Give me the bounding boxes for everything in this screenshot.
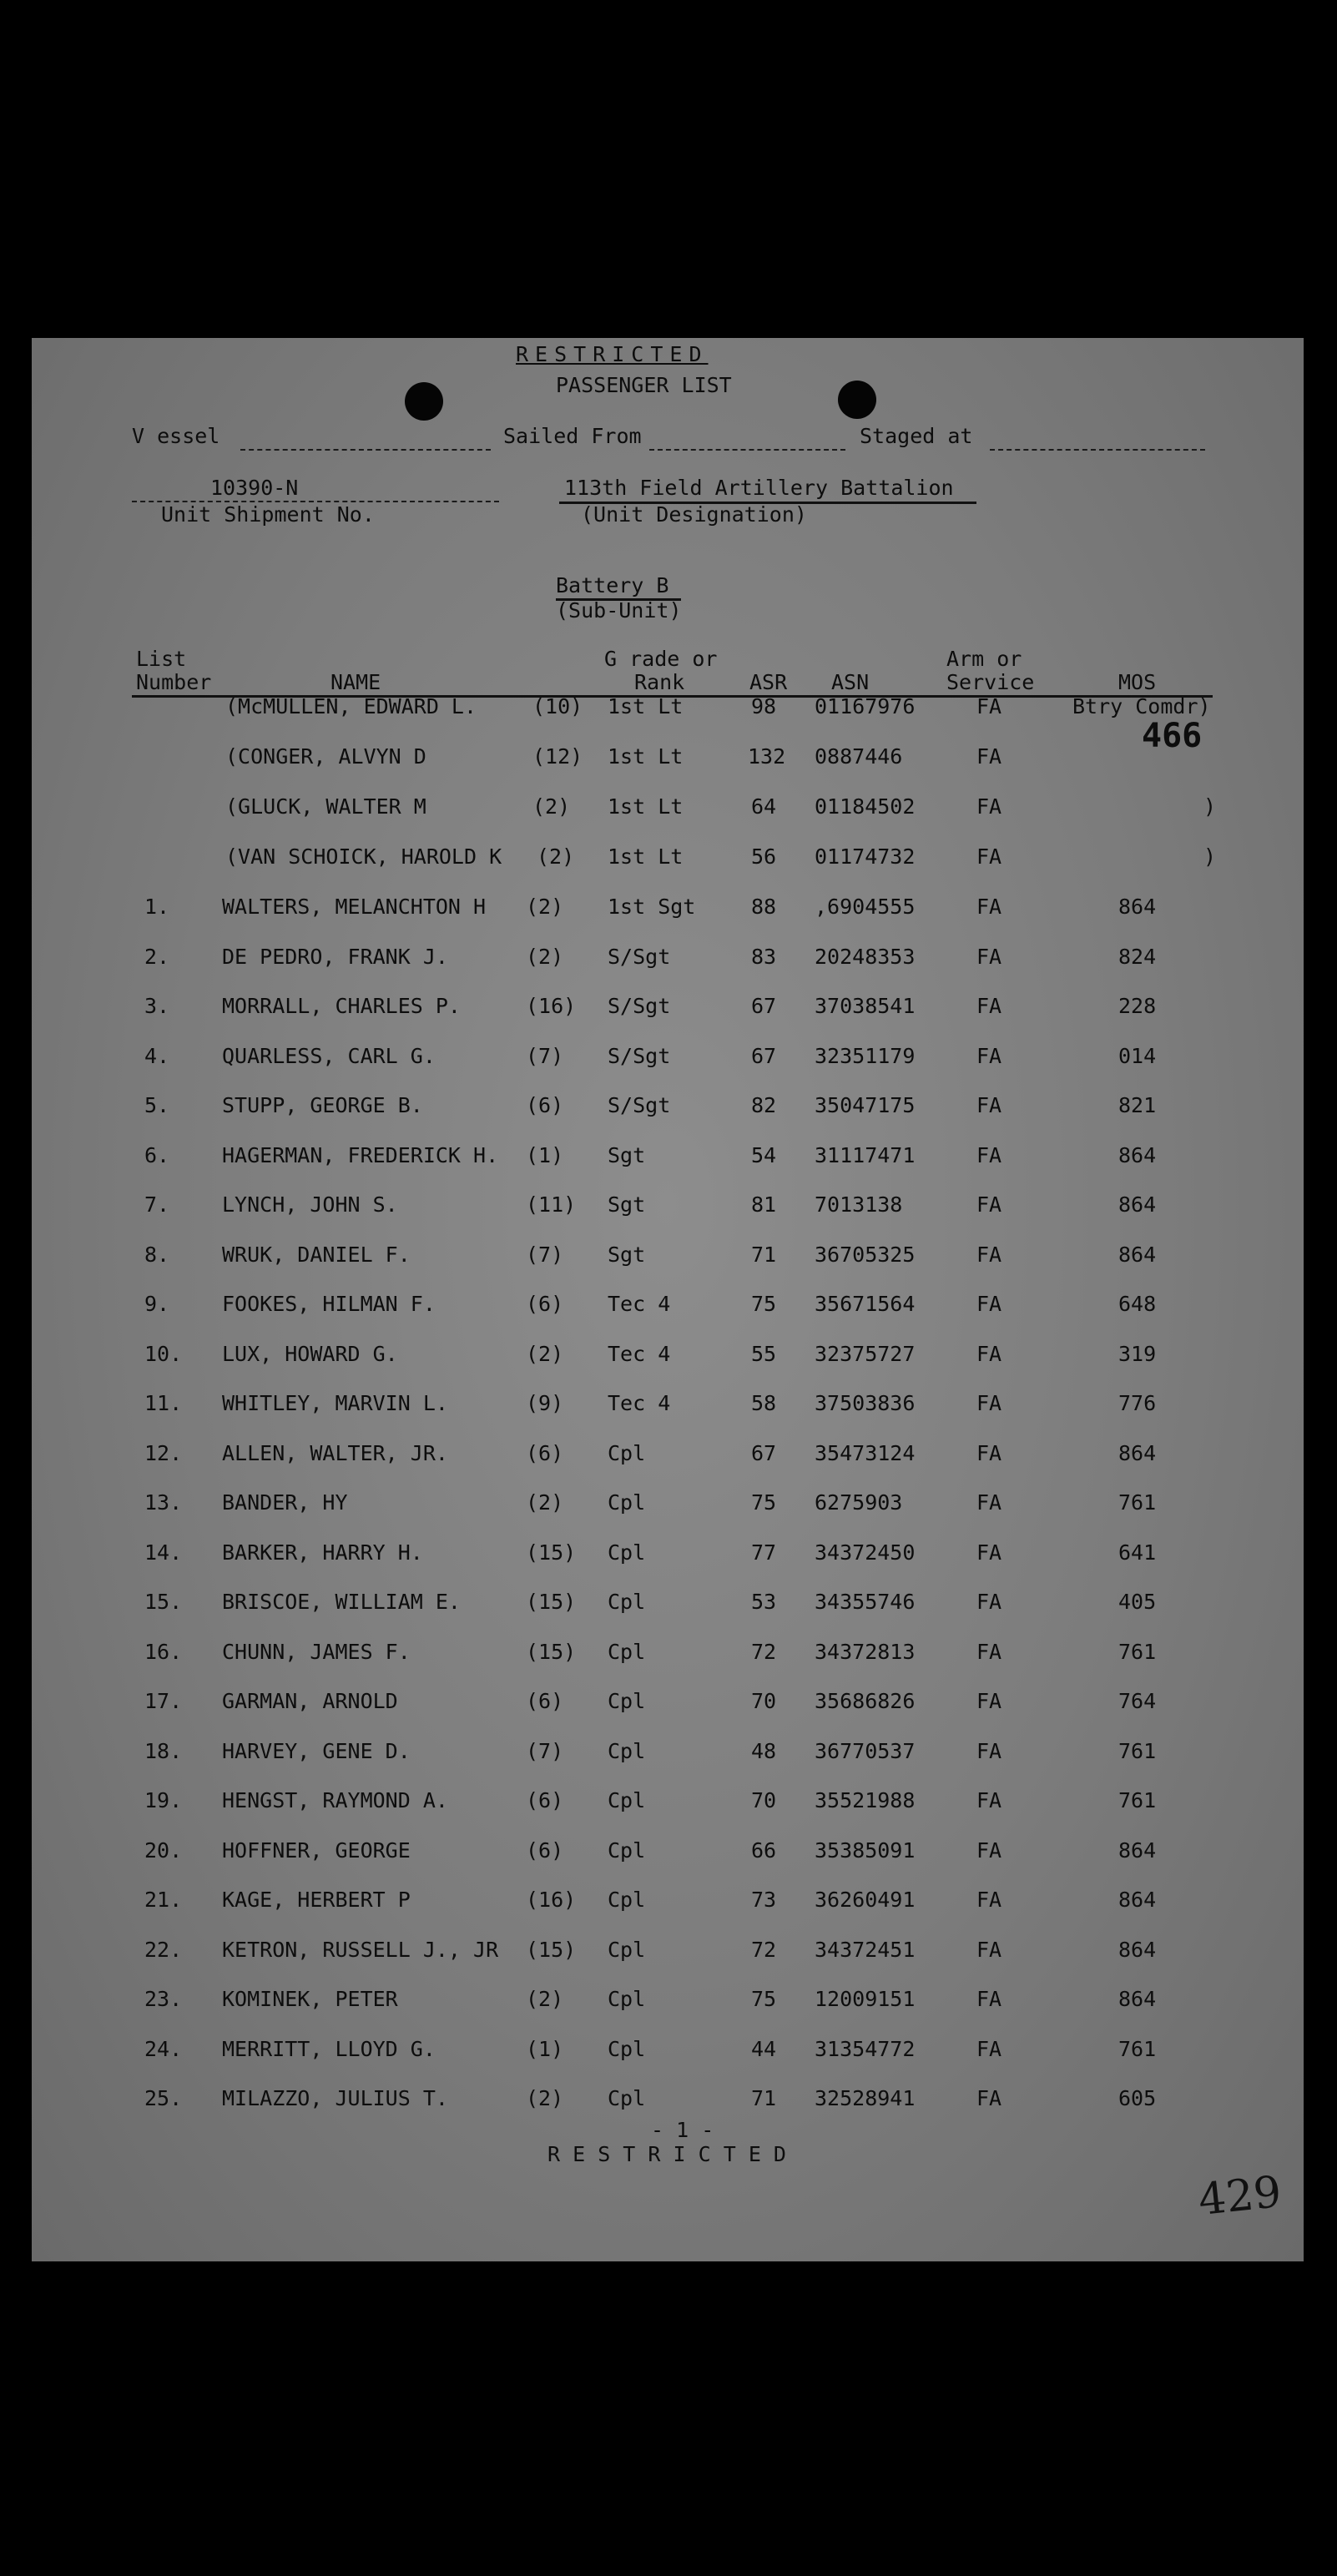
asn-number: 35047175	[815, 1093, 916, 1117]
arm-service: FA	[976, 1341, 1002, 1366]
asr-score: 75	[751, 1987, 777, 2011]
arm-service: FA	[976, 944, 1002, 969]
arm-service: FA	[976, 895, 1002, 919]
col-arm: Arm or	[946, 647, 1022, 671]
officer-asn: 01184502	[815, 794, 916, 819]
list-number: 20.	[144, 1837, 183, 1863]
asr-score: 82	[751, 1093, 777, 1117]
unit-designation: 113th Field Artillery Battalion	[564, 476, 954, 500]
mos-code: 864	[1118, 895, 1157, 919]
code-number: (15)	[526, 1937, 577, 1962]
passenger-name: MERRITT, LLOYD G.	[222, 2036, 436, 2061]
arm-service: FA	[976, 2086, 1002, 2110]
passenger-name: LYNCH, JOHN S.	[222, 1192, 398, 1217]
asr-score: 73	[751, 1888, 777, 1912]
officer-mos: Btry Comdr)	[1072, 694, 1211, 718]
passenger-name: STUPP, GEORGE B.	[222, 1093, 423, 1117]
officer-rank: 1st Lt	[608, 844, 684, 869]
mos-code: 864	[1118, 1440, 1157, 1465]
officer-code: (2)	[537, 844, 575, 869]
mos-code: 824	[1118, 944, 1157, 969]
col-mos: MOS	[1118, 670, 1157, 694]
passenger-name: KOMINEK, PETER	[222, 1987, 398, 2011]
grade-rank: Cpl	[608, 1837, 646, 1863]
list-number: 25.	[144, 2086, 183, 2110]
asn-number: 34372451	[815, 1937, 916, 1962]
passenger-name: DE PEDRO, FRANK J.	[222, 944, 448, 969]
asn-number: 7013138	[815, 1192, 903, 1217]
asr-score: 70	[751, 1689, 777, 1713]
arm-service: FA	[976, 1292, 1002, 1316]
officer-rank: 1st Lt	[608, 794, 684, 819]
passenger-name: FOOKES, HILMAN F.	[222, 1292, 436, 1316]
col-rank: Rank	[634, 670, 685, 694]
asr-score: 67	[751, 1043, 777, 1068]
subunit: Battery B	[556, 573, 669, 597]
grade-rank: Tec 4	[608, 1391, 671, 1415]
list-number: 2.	[144, 944, 170, 969]
arm-service: FA	[976, 1242, 1002, 1267]
asn-number: 35473124	[815, 1440, 916, 1465]
code-number: (2)	[526, 944, 564, 969]
page-number: - 1 -	[651, 2118, 714, 2142]
list-number: 17.	[144, 1689, 183, 1713]
grade-rank: Tec 4	[608, 1341, 671, 1366]
passenger-name: KAGE, HERBERT P	[222, 1888, 411, 1912]
officer-rank: 1st Lt	[608, 694, 684, 718]
classification-top: RESTRICTED	[516, 342, 709, 366]
classification-bottom: R E S T R I C T E D	[547, 2142, 786, 2166]
mos-code: 761	[1118, 1738, 1157, 1763]
asn-number: 20248353	[815, 944, 916, 969]
code-number: (2)	[526, 1341, 564, 1366]
mos-code: 864	[1118, 1987, 1157, 2011]
passenger-name: HARVEY, GENE D.	[222, 1738, 411, 1763]
code-number: (7)	[526, 1738, 564, 1763]
arm-service: FA	[976, 1391, 1002, 1415]
asn-number: 31117471	[815, 1142, 916, 1167]
col-service: Service	[946, 670, 1035, 694]
arm-service: FA	[976, 1689, 1002, 1713]
list-number: 14.	[144, 1540, 183, 1565]
asn-number: 37038541	[815, 994, 916, 1018]
asr-score: 77	[751, 1540, 777, 1565]
asn-number: 34372813	[815, 1639, 916, 1664]
vessel-blank	[240, 449, 491, 451]
arm-service: FA	[976, 2036, 1002, 2061]
mos-code: 821	[1118, 1093, 1157, 1117]
code-number: (6)	[526, 1292, 564, 1316]
officer-asn: 0887446	[815, 744, 903, 769]
col-asr: ASR	[749, 670, 788, 694]
list-number: 11.	[144, 1391, 183, 1415]
asr-score: 58	[751, 1391, 777, 1415]
officer-arm: FA	[976, 794, 1002, 819]
officer-arm: FA	[976, 694, 1002, 718]
asr-score: 72	[751, 1639, 777, 1664]
grade-rank: Cpl	[608, 1540, 646, 1565]
asn-number: 34372450	[815, 1540, 916, 1565]
code-number: (2)	[526, 2086, 564, 2110]
passenger-name: WRUK, DANIEL F.	[222, 1242, 411, 1267]
list-number: 4.	[144, 1043, 170, 1068]
code-number: (2)	[526, 1987, 564, 2011]
asr-score: 71	[751, 2086, 777, 2110]
list-number: 10.	[144, 1341, 183, 1366]
list-number: 5.	[144, 1093, 170, 1117]
asn-number: 34355746	[815, 1590, 916, 1614]
list-number: 23.	[144, 1987, 183, 2011]
code-number: (15)	[526, 1639, 577, 1664]
grade-rank: Cpl	[608, 2036, 646, 2061]
grade-rank: Cpl	[608, 1888, 646, 1912]
passenger-name: HOFFNER, GEORGE	[222, 1837, 411, 1863]
handwritten-number: 429	[1196, 2166, 1284, 2226]
arm-service: FA	[976, 1093, 1002, 1117]
officer-asn: 01167976	[815, 694, 916, 718]
code-number: (6)	[526, 1093, 564, 1117]
mos-code: 319	[1118, 1341, 1157, 1366]
col-asn: ASN	[831, 670, 870, 694]
passenger-name: LUX, HOWARD G.	[222, 1341, 398, 1366]
vessel-label: V essel	[132, 424, 220, 448]
passenger-name: BANDER, HY	[222, 1490, 348, 1515]
list-number: 3.	[144, 994, 170, 1018]
asr-score: 53	[751, 1590, 777, 1614]
code-number: (7)	[526, 1043, 564, 1068]
list-number: 12.	[144, 1440, 183, 1465]
list-number: 18.	[144, 1738, 183, 1763]
grade-rank: Sgt	[608, 1192, 646, 1217]
sailed-from-blank	[649, 449, 845, 451]
mos-code: 014	[1118, 1043, 1157, 1068]
passenger-name: MORRALL, CHARLES P.	[222, 994, 461, 1018]
officer-rank: 1st Lt	[608, 744, 684, 769]
asr-score: 44	[751, 2036, 777, 2061]
asr-score: 72	[751, 1937, 777, 1962]
code-number: (6)	[526, 1837, 564, 1863]
passenger-name: GARMAN, ARNOLD	[222, 1689, 398, 1713]
code-number: (6)	[526, 1788, 564, 1812]
officer-code: (10)	[532, 694, 583, 718]
arm-service: FA	[976, 1987, 1002, 2011]
grade-rank: S/Sgt	[608, 994, 671, 1018]
passenger-name: ALLEN, WALTER, JR.	[222, 1440, 448, 1465]
asn-number: 37503836	[815, 1391, 916, 1415]
asn-number: 36260491	[815, 1888, 916, 1912]
mos-code: 776	[1118, 1391, 1157, 1415]
grade-rank: Cpl	[608, 1738, 646, 1763]
mos-code: 864	[1118, 1242, 1157, 1267]
arm-service: FA	[976, 1540, 1002, 1565]
grade-rank: Cpl	[608, 1590, 646, 1614]
mos-code: 864	[1118, 1837, 1157, 1863]
passenger-name: HAGERMAN, FREDERICK H.	[222, 1142, 499, 1167]
list-number: 19.	[144, 1788, 183, 1812]
passenger-name: CHUNN, JAMES F.	[222, 1639, 411, 1664]
code-number: (2)	[526, 1490, 564, 1515]
officer-mos: )	[1203, 794, 1217, 819]
mos-code: 405	[1118, 1590, 1157, 1614]
grade-rank: Sgt	[608, 1142, 646, 1167]
mos-code: 864	[1118, 1888, 1157, 1912]
col-name: NAME	[330, 670, 381, 694]
arm-service: FA	[976, 1837, 1002, 1863]
list-number: 8.	[144, 1242, 170, 1267]
sailed-from-label: Sailed From	[503, 424, 642, 448]
grade-rank: Cpl	[608, 1788, 646, 1812]
arm-service: FA	[976, 1440, 1002, 1465]
list-number: 7.	[144, 1192, 170, 1217]
grade-rank: Cpl	[608, 1490, 646, 1515]
grade-rank: Cpl	[608, 1639, 646, 1664]
asr-score: 48	[751, 1738, 777, 1763]
grade-rank: Cpl	[608, 1987, 646, 2011]
punch-hole-right	[838, 381, 876, 419]
code-number: (6)	[526, 1440, 564, 1465]
arm-service: FA	[976, 1738, 1002, 1763]
arm-service: FA	[976, 1590, 1002, 1614]
asr-score: 54	[751, 1142, 777, 1167]
page-stamp: 466	[1142, 717, 1203, 755]
officer-asr: 132	[748, 744, 786, 769]
mos-code: 761	[1118, 2036, 1157, 2061]
grade-rank: Sgt	[608, 1242, 646, 1267]
grade-rank: Cpl	[608, 2086, 646, 2110]
passenger-name: WHITLEY, MARVIN L.	[222, 1391, 448, 1415]
grade-rank: Cpl	[608, 1440, 646, 1465]
passenger-name: BARKER, HARRY H.	[222, 1540, 423, 1565]
asn-number: 36770537	[815, 1738, 916, 1763]
arm-service: FA	[976, 1490, 1002, 1515]
asr-score: 67	[751, 1440, 777, 1465]
list-number: 22.	[144, 1937, 183, 1962]
grade-rank: Cpl	[608, 1689, 646, 1713]
list-number: 21.	[144, 1888, 183, 1912]
list-number: 15.	[144, 1590, 183, 1614]
arm-service: FA	[976, 994, 1002, 1018]
asr-score: 75	[751, 1292, 777, 1316]
code-number: (1)	[526, 2036, 564, 2061]
list-number: 6.	[144, 1142, 170, 1167]
mos-code: 764	[1118, 1689, 1157, 1713]
document-page	[32, 338, 1304, 2261]
grade-rank: 1st Sgt	[608, 895, 696, 919]
asn-number: 36705325	[815, 1242, 916, 1267]
arm-service: FA	[976, 1142, 1002, 1167]
code-number: (2)	[526, 895, 564, 919]
code-number: (15)	[526, 1540, 577, 1565]
asr-score: 81	[751, 1192, 777, 1217]
asr-score: 70	[751, 1788, 777, 1812]
asr-score: 66	[751, 1837, 777, 1863]
grade-rank: Cpl	[608, 1937, 646, 1962]
subunit-label: (Sub-Unit)	[556, 598, 682, 623]
staged-at-blank	[990, 449, 1205, 451]
code-number: (7)	[526, 1242, 564, 1267]
grade-rank: S/Sgt	[608, 1043, 671, 1068]
asr-score: 83	[751, 944, 777, 969]
asn-number: 35671564	[815, 1292, 916, 1316]
mos-code: 761	[1118, 1490, 1157, 1515]
officer-name: (McMULLEN, EDWARD L.	[225, 694, 477, 718]
code-number: (9)	[526, 1391, 564, 1415]
asr-score: 55	[751, 1341, 777, 1366]
officer-asr: 56	[751, 844, 777, 869]
arm-service: FA	[976, 1888, 1002, 1912]
mos-code: 648	[1118, 1292, 1157, 1316]
list-number: 1.	[144, 895, 170, 919]
passenger-name: WALTERS, MELANCHTON H	[222, 895, 487, 919]
grade-rank: Tec 4	[608, 1292, 671, 1316]
asn-number: 6275903	[815, 1490, 903, 1515]
asn-number: 32351179	[815, 1043, 916, 1068]
code-number: (15)	[526, 1590, 577, 1614]
list-number: 16.	[144, 1639, 183, 1664]
officer-arm: FA	[976, 844, 1002, 869]
mos-code: 864	[1118, 1937, 1157, 1962]
list-number: 24.	[144, 2036, 183, 2061]
officer-name: (GLUCK, WALTER M	[225, 794, 426, 819]
asn-number: 35385091	[815, 1837, 916, 1863]
officer-name: (CONGER, ALVYN D	[225, 744, 426, 769]
mos-code: 864	[1118, 1192, 1157, 1217]
officer-asr: 64	[751, 794, 777, 819]
col-number: Number	[136, 670, 212, 694]
col-list: List	[136, 647, 187, 671]
officer-name: (VAN SCHOICK, HAROLD K	[225, 844, 502, 869]
asr-score: 75	[751, 1490, 777, 1515]
asr-score: 71	[751, 1242, 777, 1267]
list-number: 13.	[144, 1490, 183, 1515]
passenger-name: MILAZZO, JULIUS T.	[222, 2086, 448, 2110]
officer-asn: 01174732	[815, 844, 916, 869]
passenger-name: KETRON, RUSSELL J., JR	[222, 1937, 499, 1962]
mos-code: 864	[1118, 1142, 1157, 1167]
asn-number: 32375727	[815, 1341, 916, 1366]
asn-number: ,6904555	[815, 895, 916, 919]
punch-hole-left	[405, 382, 443, 421]
col-grade: G rade or	[604, 647, 718, 671]
officer-asr: 98	[751, 694, 777, 718]
document-title: PASSENGER LIST	[556, 373, 732, 397]
shipment-number-label: Unit Shipment No.	[161, 502, 375, 527]
unit-designation-label: (Unit Designation)	[581, 502, 807, 527]
asn-number: 31354772	[815, 2036, 916, 2061]
code-number: (6)	[526, 1689, 564, 1713]
officer-code: (2)	[532, 794, 571, 819]
mos-code: 761	[1118, 1788, 1157, 1812]
staged-at-label: Staged at	[860, 424, 973, 448]
list-number: 9.	[144, 1292, 170, 1316]
arm-service: FA	[976, 1043, 1002, 1068]
code-number: (16)	[526, 1888, 577, 1912]
officer-mos: )	[1203, 844, 1217, 869]
code-number: (11)	[526, 1192, 577, 1217]
code-number: (16)	[526, 994, 577, 1018]
asn-number: 35686826	[815, 1689, 916, 1713]
shipment-number: 10390-N	[210, 476, 299, 500]
grade-rank: S/Sgt	[608, 944, 671, 969]
mos-code: 761	[1118, 1639, 1157, 1664]
passenger-name: HENGST, RAYMOND A.	[222, 1788, 448, 1812]
arm-service: FA	[976, 1937, 1002, 1962]
arm-service: FA	[976, 1192, 1002, 1217]
mos-code: 605	[1118, 2086, 1157, 2110]
officer-arm: FA	[976, 744, 1002, 769]
code-number: (1)	[526, 1142, 564, 1167]
asn-number: 12009151	[815, 1987, 916, 2011]
asr-score: 67	[751, 994, 777, 1018]
mos-code: 641	[1118, 1540, 1157, 1565]
passenger-name: QUARLESS, CARL G.	[222, 1043, 436, 1068]
arm-service: FA	[976, 1788, 1002, 1812]
arm-service: FA	[976, 1639, 1002, 1664]
asr-score: 88	[751, 895, 777, 919]
officer-code: (12)	[532, 744, 583, 769]
asn-number: 32528941	[815, 2086, 916, 2110]
asn-number: 35521988	[815, 1788, 916, 1812]
grade-rank: S/Sgt	[608, 1093, 671, 1117]
passenger-name: BRISCOE, WILLIAM E.	[222, 1590, 461, 1614]
mos-code: 228	[1118, 994, 1157, 1018]
